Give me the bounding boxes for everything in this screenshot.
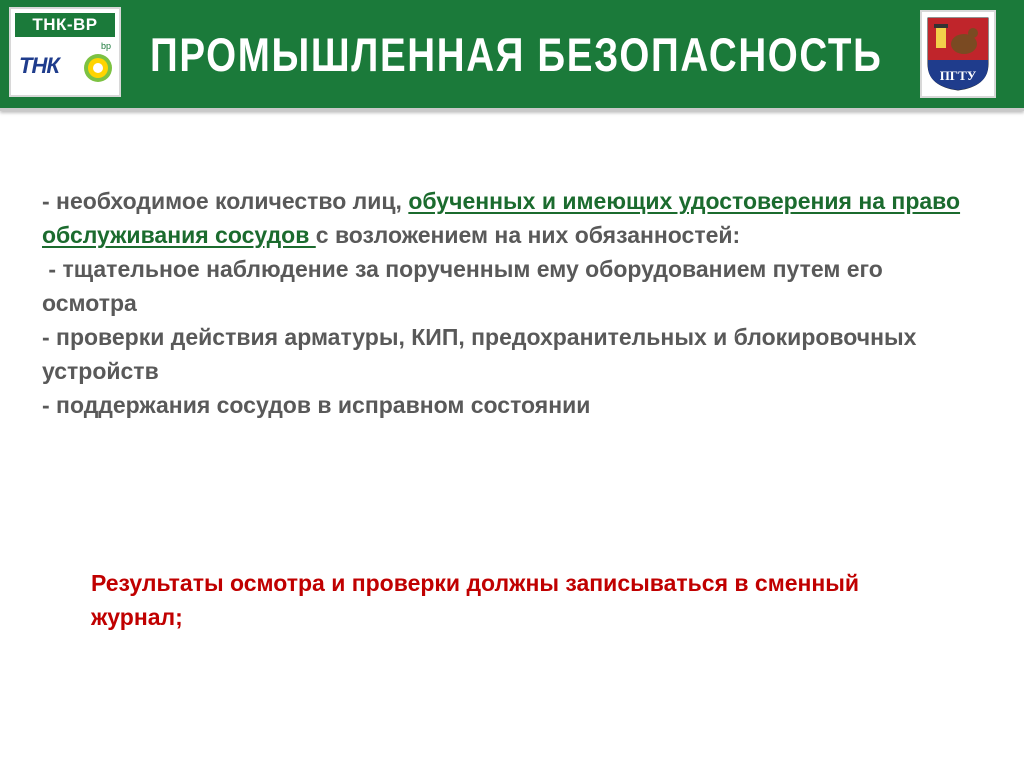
bp-helios-icon bbox=[83, 53, 113, 83]
list-item-text: с возложением на них обязанностей: bbox=[315, 222, 741, 248]
list-item-text: - необходимое количество лиц, bbox=[42, 188, 409, 214]
header-band bbox=[0, 0, 1024, 111]
requirement-link-text: обученных и имеющих удостоверения на право обслуживания сосудов bbox=[42, 188, 961, 248]
pgtu-label: ПГТУ bbox=[939, 68, 977, 83]
page-title: ПРОМЫШЛЕННАЯ БЕЗОПАСНОСТЬ bbox=[150, 28, 883, 81]
list-item: - тщательное наблюдение за порученным ему оборудованием путем его осмотра bbox=[42, 256, 890, 316]
highlight-note: Результаты осмотра и проверки должны записываться в сменный журнал; bbox=[91, 570, 860, 630]
bp-small-label: bp bbox=[100, 41, 111, 51]
pgtu-crest-logo bbox=[920, 10, 996, 98]
list-item: - проверки действия арматуры, КИП, предохранительных и блокировочных устройств bbox=[42, 324, 917, 384]
list-item: - поддержания сосудов в исправном состоянии bbox=[42, 392, 591, 418]
list-item bbox=[42, 184, 982, 252]
tnk-wordmark: ТНК bbox=[19, 53, 59, 78]
tnk-bp-logo-text: ТНК-ВР bbox=[15, 13, 115, 37]
main-text-block bbox=[42, 184, 982, 422]
tnk-bp-logo bbox=[9, 7, 121, 97]
